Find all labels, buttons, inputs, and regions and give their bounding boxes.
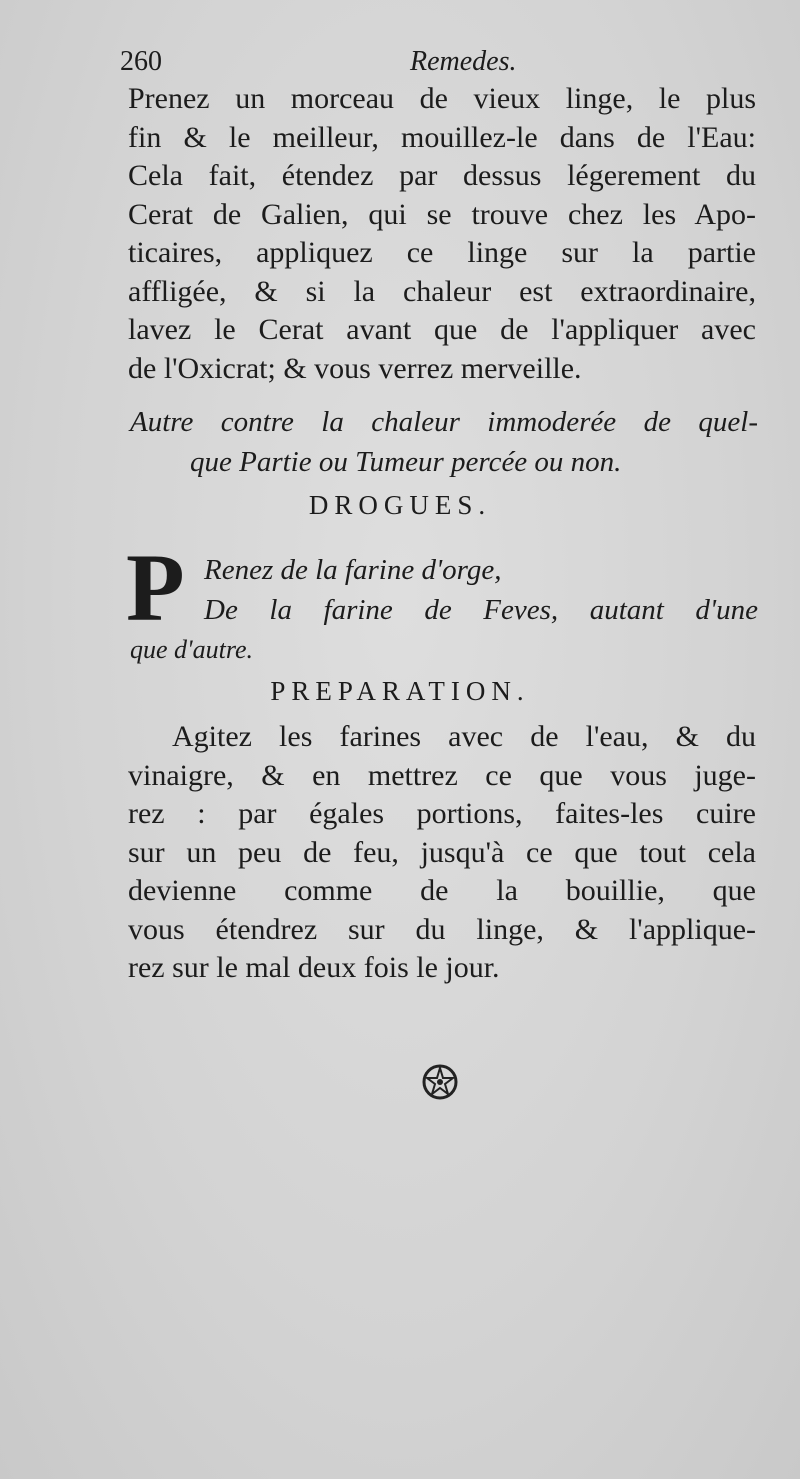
text-line: vous étendrez sur du linge, & l'applique- [128, 912, 756, 946]
drop-cap: P [126, 534, 185, 641]
text-line: sur un peu de feu, jusqu'à ce que tout cela [128, 835, 756, 869]
running-head: Remedes. [410, 46, 517, 77]
ingredient-line: Renez de la farine d'orge, [204, 554, 502, 586]
text-line: rez sur le mal deux fois le jour. [128, 951, 500, 984]
ingredient-line: que d'autre. [130, 635, 254, 664]
recipe-subtitle [130, 402, 758, 482]
heading-preparation: PREPARATION. [270, 676, 530, 706]
paragraph-1 [128, 80, 756, 388]
text-line: de l'Oxicrat; & vous verrez merveille. [128, 351, 582, 385]
ingredient-line: De la farine de Feves, autant d'une [204, 594, 758, 626]
text-line: Cela fait, étendez par dessus légerement du [128, 159, 756, 192]
page-number: 260 [120, 46, 162, 77]
text-line: rez : par égales portions, faites-les cuire [128, 797, 756, 830]
text-line: lavez le Cerat avant que de l'appliquer avec [128, 313, 756, 346]
text-line: Cerat de Galien, qui se trouve chez les Apo- [128, 197, 756, 231]
heading-drogues: DROGUES. [308, 490, 492, 520]
text-line: ticaires, appliquez ce linge sur la partie [128, 236, 756, 269]
subtitle-line: que Partie ou Tumeur percée ou non. [190, 446, 622, 478]
text-line: affligée, & si la chaleur est extraordinaire, [128, 274, 756, 308]
text-line: Agitez les farines avec de l'eau, & du [172, 720, 756, 753]
fleuron-icon [420, 1062, 460, 1102]
text-line: Prenez un morceau de vieux linge, le plus [128, 82, 756, 115]
text-line: devienne comme de la bouillie, que [128, 874, 756, 907]
text-line: fin & le meilleur, mouillez-le dans de l'Eau: [128, 120, 756, 154]
paragraph-2 [128, 718, 756, 988]
subtitle-line: Autre contre la chaleur immoderée de quel- [130, 406, 758, 438]
recipe-ingredients [130, 550, 758, 670]
text-line: vinaigre, & en mettrez ce que vous juge- [128, 758, 756, 792]
